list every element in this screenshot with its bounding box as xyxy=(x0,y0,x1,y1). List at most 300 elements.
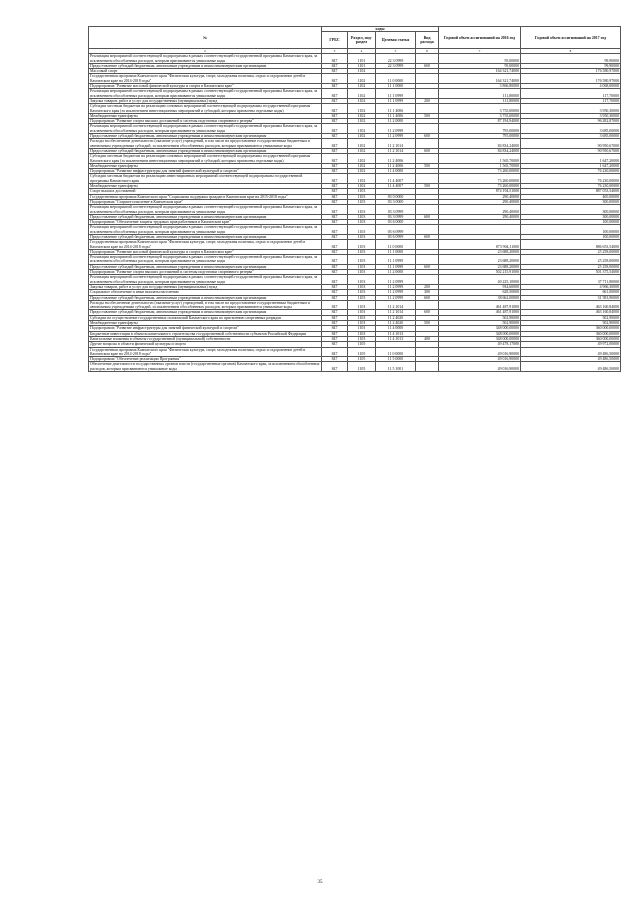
row-grbs: 847 xyxy=(322,347,348,357)
row-razdel: 1105 xyxy=(348,357,376,362)
row-name: Предоставление субсидий бюджетным, автономным учреждениям и иным некоммерческим организациям xyxy=(89,134,322,139)
row-2017: 4 966,30000 xyxy=(521,284,621,289)
row-2016: 73 260,00000 xyxy=(439,184,521,189)
row-name: Реализация мероприятий соответствующей подпрограммы в рамках соответствующей государственной программы Камчатского края, за исключением обособленных расходов, которым присваиваются уникальные коды xyxy=(89,275,322,285)
row-name: Реализация мероприятий соответствующей подпрограммы в рамках соответствующей государственной программы Камчатского края, за исключением обособленных расходов, которым присваиваются уникальные коды xyxy=(89,255,322,265)
row-name: Подпрограмма "Развитие инфраструктуры для занятий физической культурой и спортом" xyxy=(89,326,322,331)
row-vr: 500 xyxy=(416,321,439,326)
row-2016: 934,60000 xyxy=(439,284,521,289)
row-name: Обеспечение деятельности государственных органов власти (государственных органов) Камчатского края, за исключением обособленных расходов, которым присваиваются уникальные коды xyxy=(90,362,320,371)
row-2017: 3 950,30000 xyxy=(521,104,621,114)
row-razdel: 1103 xyxy=(348,249,376,254)
row-vr: 400 xyxy=(416,336,439,341)
row-razdel: 1105 xyxy=(348,362,376,372)
row-2016: 874 194,51000 xyxy=(439,189,521,194)
row-name: Межбюджетные трансферты xyxy=(89,184,322,189)
table-row xyxy=(89,124,621,134)
row-2016: 502,90000 xyxy=(439,315,521,320)
row-razdel: 1103 xyxy=(348,270,376,275)
row-2017: 360 000,00000 xyxy=(521,331,621,336)
row-razdel: 1102 xyxy=(348,124,376,134)
row-grbs: 847 xyxy=(322,98,348,103)
row-razdel: 1102 xyxy=(348,148,376,153)
header-num: № xyxy=(89,27,322,49)
row-razdel: 1102 xyxy=(348,174,376,184)
row-csr: 11 5 0000 xyxy=(376,357,416,362)
index-cell: 8 xyxy=(521,49,621,54)
row-vr xyxy=(416,154,439,164)
row-csr: 03 6 0999 xyxy=(376,234,416,239)
row-2016: 502,90000 xyxy=(439,321,521,326)
table-row xyxy=(89,275,621,285)
row-grbs: 847 xyxy=(322,300,348,310)
row-2016: 49 016,90000 xyxy=(439,362,521,372)
row-2016: 3 866,80000 xyxy=(439,84,521,89)
row-grbs: 847 xyxy=(322,270,348,275)
row-vr: 600 xyxy=(416,134,439,139)
row-grbs: 847 xyxy=(322,336,348,341)
row-csr: 11 2 1014 xyxy=(376,300,416,310)
row-2017: 1 647,20000 xyxy=(521,163,621,168)
row-razdel: 1103 xyxy=(348,331,376,336)
table-row xyxy=(89,54,621,64)
table-row xyxy=(89,174,621,184)
row-2016: 290,40000 xyxy=(439,199,521,204)
row-csr: 11 2 0999 xyxy=(376,295,416,300)
row-2017: 300,00000 xyxy=(521,205,621,215)
row-name: Государственная программа Камчатского края "Физическая культура, спорт, молодежная политика, отдых и оздоровление детей в Камчатском крае на 2014-2018 годы" xyxy=(89,240,322,250)
row-csr: 11 1 0999 xyxy=(376,264,416,269)
row-grbs: 847 xyxy=(322,205,348,215)
row-vr xyxy=(416,54,439,64)
row-grbs: 847 xyxy=(322,331,348,336)
row-2016: 795,00000 xyxy=(439,134,521,139)
row-razdel: 1102 xyxy=(348,74,376,84)
row-vr: 600 xyxy=(416,295,439,300)
row-name: Реализация мероприятий соответствующей подпрограммы в рамках соответствующей государственной программы Камчатского края, за исключением обособленных расходов, которым присваиваются уникальные коды xyxy=(89,124,322,134)
row-razdel: 1103 xyxy=(348,264,376,269)
row-csr: 03 3 0999 xyxy=(376,205,416,215)
row-2017: 400,00000 xyxy=(521,194,621,199)
row-csr: 11 2 4020 xyxy=(376,315,416,320)
header-vr: Вид расхода xyxy=(416,32,439,49)
row-grbs: 847 xyxy=(322,194,348,199)
row-name: Предоставление субсидий бюджетным, автономным учреждениям и иным некоммерческим организациям xyxy=(89,148,322,153)
row-2016: 164 321,74000 xyxy=(439,74,521,84)
row-grbs: 847 xyxy=(322,69,348,74)
row-razdel: 1102 xyxy=(348,89,376,99)
row-2016: 461 487,91000 xyxy=(439,300,521,310)
row-name: Субсидии местным бюджетам на реализацию инвестиционных мероприятий соответствующей подпрограммы государственной программы Камчатского края xyxy=(89,174,322,184)
row-razdel: 1103 xyxy=(348,214,376,219)
row-csr: 11 2 4006 xyxy=(376,154,416,164)
row-name: Подпрограмма "Старшее поколение в Камчатском крае" xyxy=(89,199,322,204)
row-2017: 25 258,00000 xyxy=(521,249,621,254)
row-vr: 600 xyxy=(416,264,439,269)
row-vr: 200 xyxy=(416,284,439,289)
row-grbs: 847 xyxy=(322,124,348,134)
row-razdel: 1102 xyxy=(348,184,376,189)
row-csr: 11 2 0999 xyxy=(376,275,416,285)
table-row xyxy=(89,347,621,357)
row-name: Расходы на обеспечение деятельности (оказание услуг) учреждений, в том числе на предоставление государственным бюджетным и автономным учреждениям субсидий, за исключением обособленных расходов, которым присваиваются уникальные коды xyxy=(89,300,322,310)
table-row xyxy=(89,300,621,310)
row-csr: 11 2 0000 xyxy=(376,119,416,124)
row-name: Расходы на обеспечение деятельности (оказание услуг) учреждений, в том числе на предоставление государственным бюджетным и автономным учреждениям субсидий, за исключением обособленных расходов, которым присваиваются уникальные коды xyxy=(89,139,322,149)
header-codes: коды xyxy=(322,27,439,32)
row-2016: 38 662,00000 xyxy=(439,295,521,300)
row-grbs: 847 xyxy=(322,275,348,285)
row-razdel: 1103 xyxy=(348,321,376,326)
row-2016: 23 688,20000 xyxy=(439,249,521,254)
row-2016: 84 834,24000 xyxy=(439,139,521,149)
row-vr: 600 xyxy=(416,63,439,68)
row-razdel: 1102 xyxy=(348,169,376,174)
row-razdel: 1103 xyxy=(348,290,376,295)
row-name: Субсидии на осуществление государственных полномочий Камчатского края по присвоению спортивных разрядов xyxy=(89,315,322,320)
row-razdel: 1103 xyxy=(348,326,376,331)
row-2017: 49 486,50000 xyxy=(521,362,621,372)
row-2017: 300,00000 xyxy=(521,214,621,219)
row-name: Межбюджетные трансферты xyxy=(89,163,322,168)
table-row xyxy=(89,225,621,235)
row-grbs: 847 xyxy=(322,163,348,168)
row-grbs: 847 xyxy=(322,357,348,362)
row-name: Государственная программа Камчатского края "Физическая культура, спорт, молодежная политика, отдых и оздоровление детей в Камчатском крае на 2014-2018 годы" xyxy=(89,74,322,84)
row-csr: 11 1 4006 xyxy=(376,113,416,118)
table-row xyxy=(89,255,621,265)
row-2017: 90 950,67000 xyxy=(521,148,621,153)
row-razdel: 1102 xyxy=(348,113,376,118)
row-grbs: 847 xyxy=(322,234,348,239)
row-name: Подпрограмма "Развитие инфраструктуры для занятий физической культурой и спортом" xyxy=(89,169,322,174)
row-2017: 90 950,67000 xyxy=(521,139,621,149)
budget-table xyxy=(88,26,621,372)
row-2016: 1 565,70000 xyxy=(439,163,521,168)
row-grbs: 847 xyxy=(322,139,348,149)
row-razdel: 1105 xyxy=(348,347,376,357)
row-2016: 1 565,70000 xyxy=(439,154,521,164)
row-2017: 49 486,50000 xyxy=(521,347,621,357)
row-2016: 84 834,24000 xyxy=(439,148,521,153)
row-2017: 463 160,84000 xyxy=(521,300,621,310)
table-row xyxy=(89,362,621,372)
row-name: Межбюджетные трансферты xyxy=(89,321,322,326)
row-csr: 11 4 1013 xyxy=(376,336,416,341)
row-vr: 600 xyxy=(416,148,439,153)
row-csr: 11 2 4006 xyxy=(376,163,416,168)
row-grbs: 847 xyxy=(322,74,348,84)
row-csr: 11 1 0999 xyxy=(376,255,416,265)
row-2017: 1 647,20000 xyxy=(521,154,621,164)
row-2017: 176 580,97000 xyxy=(521,74,621,84)
row-name: Социальное обеспечение и иные выплаты населению xyxy=(89,290,322,295)
row-csr: 11 2 1014 xyxy=(376,139,416,149)
header-grbs: ГРБС xyxy=(322,32,348,49)
row-2017: 3 685,00000 xyxy=(521,124,621,134)
row-csr: 03 0 0000 xyxy=(376,194,416,199)
row-grbs: 847 xyxy=(322,220,348,225)
row-2017: 463 160,84000 xyxy=(521,310,621,315)
row-2017: 360 000,00000 xyxy=(521,336,621,341)
row-name: Субсидии местным бюджетам на реализацию основных мероприятий соответствующей подпрограммы государственной программы Камчатского края (за исключением инвестиционных мероприятий и субсидий, которым присвоены отдельные коды) xyxy=(89,154,322,164)
row-grbs: 847 xyxy=(322,148,348,153)
row-2017: 100,00000 xyxy=(521,225,621,235)
row-2016: 3 755,00000 xyxy=(439,104,521,114)
row-name: Подпрограмма "Обеспечение защиты трудовых прав работников в Камчатском крае" xyxy=(89,220,322,225)
row-2016: 111,80000 xyxy=(439,89,521,99)
row-grbs: 847 xyxy=(322,113,348,118)
table-row xyxy=(89,104,621,114)
row-razdel: 1105 xyxy=(348,342,376,347)
row-2016: 348 000,00000 xyxy=(439,336,521,341)
row-razdel: 1103 xyxy=(348,284,376,289)
row-2016: 23 688,20000 xyxy=(439,255,521,265)
row-2017: 117,70000 xyxy=(521,98,621,103)
row-grbs: 847 xyxy=(322,169,348,174)
row-razdel: 1102 xyxy=(348,163,376,168)
row-name: Межбюджетные трансферты xyxy=(89,113,322,118)
row-grbs: 847 xyxy=(322,214,348,219)
row-2017: 25 258,00000 xyxy=(521,264,621,269)
row-name: Реализация мероприятий соответствующей подпрограммы в рамках соответствующей государственной программы Камчатского края, за исключением обособленных расходов, которым присваиваются уникальные коды xyxy=(89,89,322,99)
row-csr: 03 3 0000 xyxy=(376,199,416,204)
row-csr: 11 0 0000 xyxy=(376,240,416,250)
row-razdel: 1103 xyxy=(348,310,376,315)
row-2016: 628,50000 xyxy=(439,290,521,295)
row-grbs: 847 xyxy=(322,295,348,300)
row-2016: 164 321,74000 xyxy=(439,69,521,74)
row-2017: 100,00000 xyxy=(521,234,621,239)
row-csr: 03 6 0999 xyxy=(376,225,416,235)
row-name: Предоставление субсидий бюджетным, автономным учреждениям и иным некоммерческим организациям xyxy=(89,234,322,239)
row-2017: 4 068,00000 xyxy=(521,84,621,89)
row-csr: 11 5 1001 xyxy=(376,362,416,372)
index-cell: 2 xyxy=(89,49,322,54)
row-2016: 290,40000 xyxy=(439,194,521,199)
row-razdel: 1102 xyxy=(348,119,376,124)
row-razdel: 1103 xyxy=(348,300,376,310)
row-2017: 76 230,00000 xyxy=(521,174,621,184)
row-2016: 95,00000 xyxy=(439,54,521,64)
row-csr: 11 2 1014 xyxy=(376,310,416,315)
row-name: Закупка товаров, работ и услуг для государственных (муниципальных) нужд xyxy=(89,284,322,289)
row-grbs: 847 xyxy=(322,264,348,269)
row-name: Реализация мероприятий соответствующей подпрограммы в рамках соответствующей государственной программы Камчатского края, за исключением обособленных расходов, которым присваиваются уникальные коды xyxy=(89,225,322,235)
row-2017: 3 685,00000 xyxy=(521,134,621,139)
row-razdel: 1102 xyxy=(348,69,376,74)
row-razdel: 1102 xyxy=(348,84,376,89)
row-2016: 290,40000 xyxy=(439,205,521,215)
row-csr: 22 3 0999 xyxy=(376,54,416,64)
row-csr: 11 1 0000 xyxy=(376,249,416,254)
row-2016: 49 478,17000 xyxy=(439,342,521,347)
row-2016: 23 688,20000 xyxy=(439,264,521,269)
index-cell: 6 xyxy=(416,49,439,54)
row-name: Подпрограмма "Развитие массовой физической культуры и спорта в Камчатском крае" xyxy=(89,84,322,89)
row-2016: 502 215,91000 xyxy=(439,270,521,275)
row-2017: 100,00000 xyxy=(521,220,621,225)
row-2017: 887 053,54000 xyxy=(521,189,621,194)
row-grbs: 847 xyxy=(322,249,348,254)
row-razdel: 1103 xyxy=(348,199,376,204)
row-2017: 25 258,00000 xyxy=(521,255,621,265)
row-grbs: 847 xyxy=(322,310,348,315)
row-razdel: 1103 xyxy=(348,194,376,199)
row-csr: 11 2 0000 xyxy=(376,270,416,275)
row-csr: 11 4 4007 xyxy=(376,174,416,184)
row-2016: 73 260,00000 xyxy=(439,169,521,174)
row-2016: 40 225,10000 xyxy=(439,275,521,285)
header-razdel: Раздел, под-раздел xyxy=(348,32,376,49)
row-grbs: 847 xyxy=(322,174,348,184)
row-name: Подпрограмма "Развитие спорта высших достижений и системы подготовки спортивного резерва" xyxy=(89,119,322,124)
row-razdel: 1102 xyxy=(348,98,376,103)
row-2017: 99,90000 xyxy=(521,54,621,64)
row-name: Предоставление субсидий бюджетным, автономным учреждениям и иным некоммерческим организациям xyxy=(89,310,322,315)
row-2016: 111,80000 xyxy=(439,98,521,103)
row-2017: 176 580,97000 xyxy=(521,69,621,74)
row-2016: 49 016,90000 xyxy=(439,347,521,357)
row-name: Другие вопросы в области физической культуры и спорта xyxy=(89,342,322,347)
row-vr: 500 xyxy=(416,163,439,168)
row-grbs: 847 xyxy=(322,342,348,347)
row-csr: 11 0 0000 xyxy=(376,74,416,84)
table-row xyxy=(89,154,621,164)
budget-table-sheet xyxy=(88,26,620,372)
row-2017: 49 972,00000 xyxy=(521,342,621,347)
row-vr xyxy=(416,205,439,215)
row-grbs: 847 xyxy=(322,255,348,265)
row-name: Реализация мероприятий соответствующей подпрограммы в рамках соответствующей государственной программы Камчатского края, за исключением обособленных расходов, которым присваиваются уникальные коды xyxy=(89,54,322,64)
table-row xyxy=(89,205,621,215)
row-razdel: 1103 xyxy=(348,255,376,265)
row-grbs: 847 xyxy=(322,225,348,235)
row-2017: 117,70000 xyxy=(521,89,621,99)
row-vr xyxy=(416,74,439,84)
row-csr: 11 2 0999 xyxy=(376,124,416,134)
row-grbs: 847 xyxy=(322,240,348,250)
row-name: Реализация мероприятий соответствующей подпрограммы в рамках соответствующей государственной программы Камчатского края, за исключением обособленных расходов, которым присваиваются уникальные коды xyxy=(89,205,322,215)
row-vr xyxy=(416,362,439,372)
index-cell: 7 xyxy=(439,49,521,54)
row-grbs: 847 xyxy=(322,326,348,331)
row-2017: 502,90000 xyxy=(521,321,621,326)
row-vr xyxy=(416,139,439,149)
row-name: Спорт высших достижений xyxy=(89,189,322,194)
row-razdel: 1103 xyxy=(348,205,376,215)
row-razdel: 1101 xyxy=(348,54,376,64)
row-name: Предоставление субсидий бюджетным, автономным учреждениям и иным некоммерческим организациям xyxy=(89,214,322,219)
row-2016: 348 000,00000 xyxy=(439,331,521,336)
row-2017: 76 230,00000 xyxy=(521,169,621,174)
row-name: Закупка товаров, работ и услуг для государственных (муниципальных) нужд xyxy=(89,98,322,103)
row-2017: 96 282,87000 xyxy=(521,119,621,124)
row-grbs: 847 xyxy=(322,104,348,114)
row-grbs: 847 xyxy=(322,290,348,295)
row-vr: 500 xyxy=(416,113,439,118)
row-name: Подпрограмма "Обеспечение реализации Программы" xyxy=(89,357,322,362)
table-row xyxy=(89,240,621,250)
row-csr: 11 4 0000 xyxy=(376,169,416,174)
row-grbs: 847 xyxy=(322,184,348,189)
row-razdel: 1103 xyxy=(348,295,376,300)
row-2017: 501 375,54000 xyxy=(521,270,621,275)
row-csr: 03 6 0000 xyxy=(376,220,416,225)
row-csr: 11 2 0999 xyxy=(376,290,416,295)
row-csr: 11 1 4006 xyxy=(376,104,416,114)
row-2016: 795,00000 xyxy=(439,124,521,134)
row-vr: 200 xyxy=(416,98,439,103)
budget-table-body xyxy=(89,54,621,372)
row-razdel: 1103 xyxy=(348,240,376,250)
row-2017: 300,00000 xyxy=(521,199,621,204)
row-vr xyxy=(416,255,439,265)
row-csr: 11 1 0000 xyxy=(376,84,416,89)
row-name: Капитальные вложения в объекты государственной (муниципальной) собственности xyxy=(89,336,322,341)
row-grbs: 847 xyxy=(322,84,348,89)
row-razdel: 1103 xyxy=(348,189,376,194)
row-2017: 99,90000 xyxy=(521,63,621,68)
row-csr: 11 4 1013 xyxy=(376,331,416,336)
row-2016: 348 000,00000 xyxy=(439,326,521,331)
row-grbs: 847 xyxy=(322,362,348,372)
row-2016: 87 194,94000 xyxy=(439,119,521,124)
index-cell: 5 xyxy=(376,49,416,54)
row-vr: 600 xyxy=(416,214,439,219)
row-2016: 3 755,00000 xyxy=(439,113,521,118)
index-cell: 4 xyxy=(348,49,376,54)
row-vr xyxy=(416,124,439,134)
row-name: Бюджетные инвестиции в объекты капитального строительства государственной собственности субъектов Российской Федерации xyxy=(89,331,322,336)
row-vr xyxy=(416,104,439,114)
row-2016: 73 260,00000 xyxy=(439,174,521,184)
header-2016: Годовой объем ассигнований на 2016 год xyxy=(439,27,521,49)
header-2017: Годовой объем ассигнований на 2017 год xyxy=(521,27,621,49)
row-2016 xyxy=(439,225,521,235)
row-2016: 873 904,11000 xyxy=(439,240,521,250)
row-vr xyxy=(416,240,439,250)
row-razdel: 1103 xyxy=(348,225,376,235)
page-number: 35 xyxy=(317,880,323,885)
row-csr: 11 1 0999 xyxy=(376,89,416,99)
row-2017: 360 000,00000 xyxy=(521,326,621,331)
row-csr: 22 3 0999 xyxy=(376,63,416,68)
row-name: Государственная программа Камчатского края "Социальная поддержка граждан в Камчатском крае на 2015-2018 годы" xyxy=(89,194,322,199)
row-grbs: 847 xyxy=(322,134,348,139)
row-grbs: 847 xyxy=(322,199,348,204)
index-cell: 3 xyxy=(322,49,348,54)
row-vr xyxy=(416,300,439,310)
row-2017: 76 230,00000 xyxy=(521,184,621,189)
row-razdel: 1103 xyxy=(348,220,376,225)
row-razdel: 1103 xyxy=(348,315,376,320)
row-vr: 500 xyxy=(416,184,439,189)
row-razdel: 1102 xyxy=(348,139,376,149)
row-grbs: 847 xyxy=(322,89,348,99)
row-vr xyxy=(416,89,439,99)
row-csr: 03 3 0999 xyxy=(376,214,416,219)
row-name: Подпрограмма "Развитие массовой физической культуры и спорта в Камчатском крае" xyxy=(89,249,322,254)
row-name: Предоставление субсидий бюджетным, автономным учреждениям и иным некоммерческим организациям xyxy=(89,295,322,300)
row-grbs: 847 xyxy=(322,284,348,289)
row-grbs: 847 xyxy=(322,63,348,68)
row-grbs: 847 xyxy=(322,119,348,124)
row-2017: 502,90000 xyxy=(521,315,621,320)
row-name: Предоставление субсидий бюджетным, автономным учреждениям и иным некоммерческим организациям xyxy=(89,63,322,68)
row-csr: 11 4 0000 xyxy=(376,326,416,331)
row-grbs: 847 xyxy=(322,315,348,320)
